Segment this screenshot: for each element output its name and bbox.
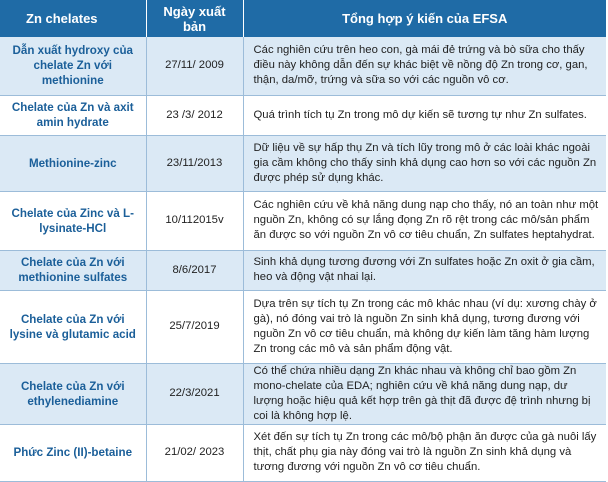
table-row <box>0 424 606 481</box>
header-publication-date: Ngày xuất bản <box>146 0 243 37</box>
efsa-opinion: Quá trình tích tụ Zn trong mô dự kiến sẽ tương tự như Zn sulfates. <box>243 95 606 135</box>
efsa-opinion: Dữ liệu về sự hấp thụ Zn và tích lũy trong mô ở các loài khác ngoài gia cầm không cho thấy sinh khả dụng cao hơn so với các nguồn Zn được phép sử dụng khác. <box>243 135 606 191</box>
header-row <box>0 0 606 37</box>
table-row <box>0 250 606 290</box>
header-zn-chelates: Zn chelates <box>0 0 146 37</box>
chelate-name: Phức Zinc (II)-betaine <box>0 424 146 481</box>
efsa-opinion: Sinh khả dụng tương đương với Zn sulfates hoặc Zn oxit ở gia cầm, heo và động vật nhai lại. <box>243 250 606 290</box>
chelate-name: Chelate của Zn với methionine sulfates <box>0 250 146 290</box>
table-row <box>0 95 606 135</box>
publication-date: 8/6/2017 <box>146 250 243 290</box>
publication-date: 27/11/ 2009 <box>146 37 243 95</box>
table-row <box>0 363 606 424</box>
chelate-name: Methionine-zinc <box>0 135 146 191</box>
table-header <box>0 0 606 37</box>
table-row <box>0 191 606 250</box>
efsa-opinion: Các nghiên cứu trên heo con, gà mái đẻ trứng và bò sữa cho thấy điều này không dẫn đến sự khác biệt về nồng độ Zn trong cơ, gan, thận, da/mỡ, trứng và sữa so với các nguồn vô cơ. <box>243 37 606 95</box>
table-row <box>0 135 606 191</box>
publication-date: 10/112015v <box>146 191 243 250</box>
table-row <box>0 37 606 95</box>
publication-date: 23/11/2013 <box>146 135 243 191</box>
header-efsa-opinion: Tổng hợp ý kiến của EFSA <box>243 0 606 37</box>
publication-date: 25/7/2019 <box>146 290 243 363</box>
chelate-name: Chelate của Zn và axit amin hydrate <box>0 95 146 135</box>
publication-date: 22/3/2021 <box>146 363 243 424</box>
table-body <box>0 37 606 481</box>
chelate-name: Chelate của Zinc và L-lysinate-HCl <box>0 191 146 250</box>
efsa-opinion: Các nghiên cứu về khả năng dung nạp cho thấy, nó an toàn như một nguồn Zn, không có sự lắng đọng Zn rõ rệt trong các mô/sản phẩm ăn được so với nguồn Zn vô cơ tiêu chuẩn, Zn sulfates heptahydrat. <box>243 191 606 250</box>
chelate-name: Chelate của Zn với ethylenediamine <box>0 363 146 424</box>
table-row <box>0 290 606 363</box>
efsa-opinion: Xét đến sự tích tụ Zn trong các mô/bộ phận ăn được của gà nuôi lấy thịt, chất phụ gia này đóng vai trò là nguồn Zn sinh khả dụng và tương đương với nguồn Zn vô cơ tiêu chuẩn. <box>243 424 606 481</box>
publication-date: 21/02/ 2023 <box>146 424 243 481</box>
chelate-name: Chelate của Zn với lysine và glutamic acid <box>0 290 146 363</box>
chelate-name: Dẫn xuất hydroxy của chelate Zn với methionine <box>0 37 146 95</box>
publication-date: 23 /3/ 2012 <box>146 95 243 135</box>
efsa-opinion: Có thể chứa nhiều dạng Zn khác nhau và không chỉ bao gồm Zn mono-chelate của EDA; nghiên cứu về khả năng dung nạp, dư lượng hoặc hiệu quả kết hợp trên gà thịt đã được đệ trình nhưng bị coi là không hợp lệ. <box>243 363 606 424</box>
efsa-opinion: Dựa trên sự tích tụ Zn trong các mô khác nhau (ví dụ: xương chày ở gà), nó đóng vai trò là nguồn Zn sinh khả dụng, tương đương với nguồn Zn vô cơ tiêu chuẩn, mà không dự kiến làm tăng hàm lượng Zn trong các mô và sản phẩm động vật. <box>243 290 606 363</box>
